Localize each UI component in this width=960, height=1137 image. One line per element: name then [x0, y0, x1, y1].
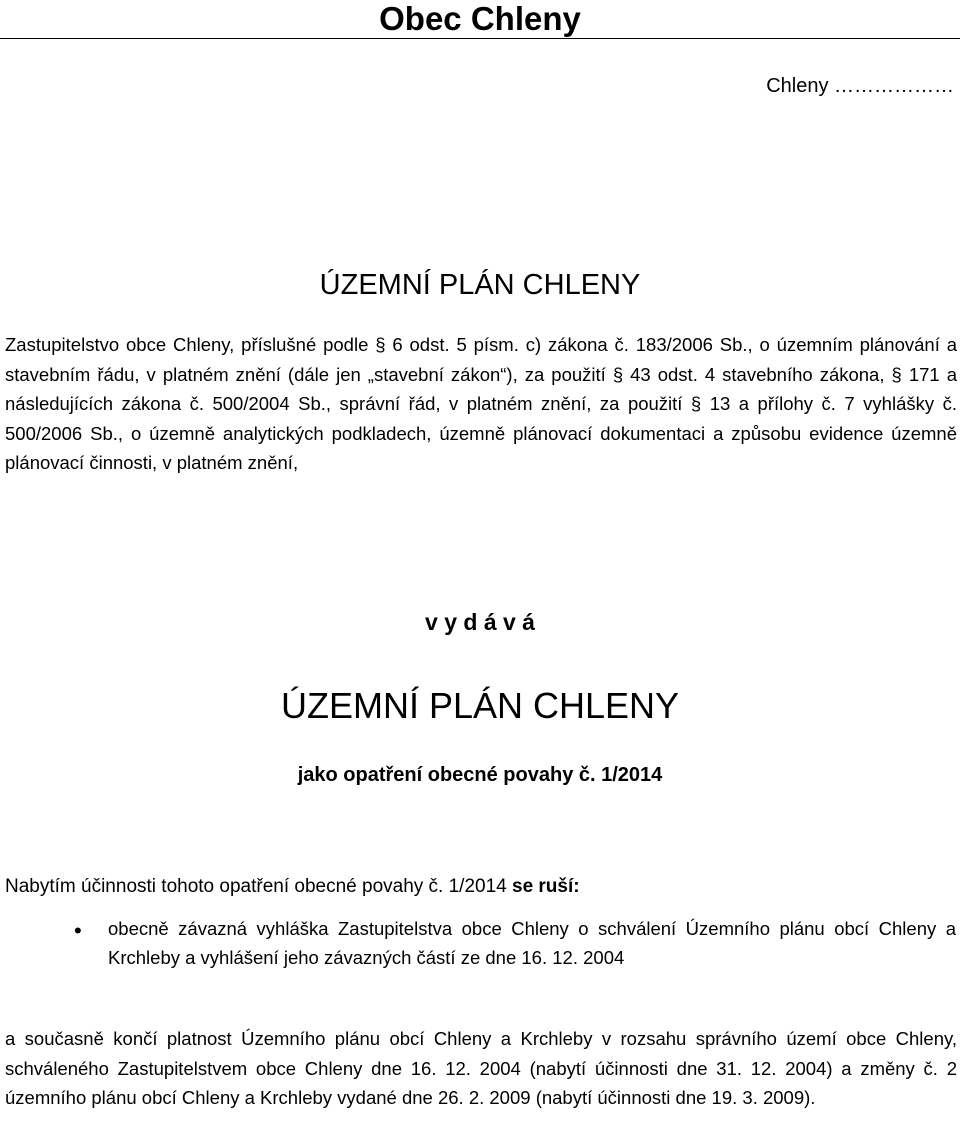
header-divider [0, 38, 960, 39]
document-title-main: ÚZEMNÍ PLÁN CHLENY [280, 685, 680, 726]
cancel-intro-bold: se ruší: [512, 876, 580, 897]
document-title-top: ÚZEMNÍ PLÁN CHLENY [319, 269, 641, 301]
closing-paragraph: a současně končí platnost Územního plánu obcí Chleny a Krchleby v rozsahu správního území obce Chleny, schváleného Zastupitelstvem obce Chleny dne 16. 12. 2004 (nabytí účinnosti dne 31. 12. 2004) a změny č. 2 územního plánu obcí Chleny a Krchleby vydané dne 26. 2. 2009 (nabytí účinnosti dne 19. 3. 2009). [5, 1028, 957, 1108]
place-date-line: Chleny ……………… [766, 75, 954, 97]
bullet-marker: • [74, 918, 82, 943]
preamble-paragraph: Zastupitelstvo obce Chleny, příslušné podle § 6 odst. 5 písm. c) zákona č. 183/2006 Sb., o územním plánování a stavebním řádu, v platném znění (dále jen „stavební zákon“), za použití § 43 odst. 4 stavebního zákona, § 171 a následujících zákona č. 500/2004 Sb., správní řád, v platném znění, za použití § 13 a přílohy č. 7 vyhlášky č. 500/2006 Sb., o územně analytických podkladech, územně plánovací dokumentaci a způsobu evidence územně plánovací činnosti, v platném znění, [5, 334, 957, 473]
issues-heading: v y d á v á [425, 609, 535, 635]
cancel-intro [5, 873, 580, 901]
page-header-title: Obec Chleny [379, 0, 581, 37]
cancelled-item: obecně závazná vyhláška Zastupitelstva obce Chleny o schválení Územního plánu obcí Chleny a Krchleby a vyhlášení jeho závazných částí ze dne 16. 12. 2004 [108, 918, 956, 968]
measure-subtitle: jako opatření obecné povahy č. 1/2014 [297, 764, 663, 786]
cancel-intro-text: Nabytím účinnosti tohoto opatření obecné povahy č. 1/2014 [5, 876, 512, 897]
